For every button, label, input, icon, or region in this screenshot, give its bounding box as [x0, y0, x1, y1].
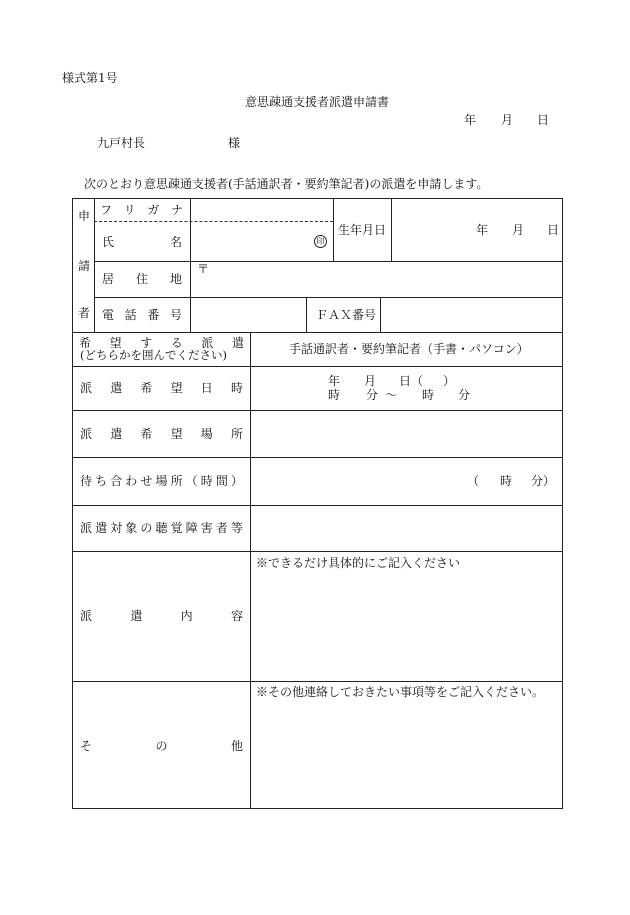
datetime-weekday-close: ） [443, 374, 456, 388]
date-day-label: 日 [537, 113, 550, 127]
other-label: そ の 他 [80, 739, 243, 753]
address-label: 居 住 地 [102, 272, 182, 286]
datetime-year-unit: 年 [328, 374, 341, 388]
addressee: 九戸村長 [97, 136, 146, 150]
meeting-minute-unit: 分） [531, 474, 556, 488]
date-year-label: 年 [464, 113, 477, 127]
postal-mark: 〒 [197, 262, 210, 276]
start-hour-unit: 時 [328, 388, 341, 402]
meeting-time-open: （ [467, 474, 480, 488]
birth-day-unit: 日 [547, 223, 560, 237]
dispatch-place-label: 派 遣 希 望 場 所 [80, 427, 243, 441]
dispatch-target-label: 派 遣 対 象 の 聴 覚 障 害 者 等 [80, 521, 243, 535]
dispatch-datetime-label: 派 遣 希 望 日 時 [80, 381, 243, 395]
meeting-hour-unit: 時 [500, 474, 513, 488]
applicant-char-2: 請 [78, 259, 91, 273]
dispatch-content-label: 派 遣 内 容 [80, 609, 243, 623]
datetime-day-unit: 日（ [399, 374, 424, 388]
applicant-char-3: 者 [78, 306, 91, 320]
form-number: 様式第1号 [62, 71, 118, 85]
end-minute-unit: 分 [458, 388, 471, 402]
addressee-honorific: 様 [228, 136, 241, 150]
other-note: ※その他連絡しておきたい事項等をご記入ください。 [256, 685, 545, 699]
start-minute-unit: 分 [366, 388, 379, 402]
birth-year-unit: 年 [476, 223, 489, 237]
name-label: 氏 名 [102, 235, 182, 249]
birth-date-label: 生年月日 [338, 223, 387, 237]
dispatch-content-note: ※できるだけ具体的にご記入ください [256, 556, 461, 570]
document-title: 意思疎通支援者派遣申請書 [245, 95, 390, 109]
dispatch-type-options: 手話通訳者・要約筆記者（手書・パソコン） [289, 342, 529, 356]
fax-label: ＦＡＸ番号 [316, 308, 377, 322]
date-month-label: 月 [501, 113, 514, 127]
seal-mark: 印 [314, 235, 327, 248]
birth-month-unit: 月 [512, 223, 525, 237]
end-hour-unit: 時 [422, 388, 435, 402]
intro-text: 次のとおり意思疎通支援者(手話通訳者・要約筆記者)の派遣を申請します。 [84, 177, 489, 191]
time-range-tilde: ～ [385, 388, 398, 402]
dispatch-type-label: 希 望 す る 派 遣 [79, 336, 244, 350]
meeting-place-label: 待 ち 合 わ せ 場 所 （ 時 間 ） [80, 474, 243, 488]
dispatch-type-instruction: (どちらかを囲んでください) [80, 348, 227, 362]
datetime-month-unit: 月 [364, 374, 377, 388]
phone-label: 電 話 番 号 [102, 308, 182, 322]
applicant-char-1: 申 [78, 209, 91, 223]
furigana-label: フ リ ガ ナ [100, 203, 183, 217]
